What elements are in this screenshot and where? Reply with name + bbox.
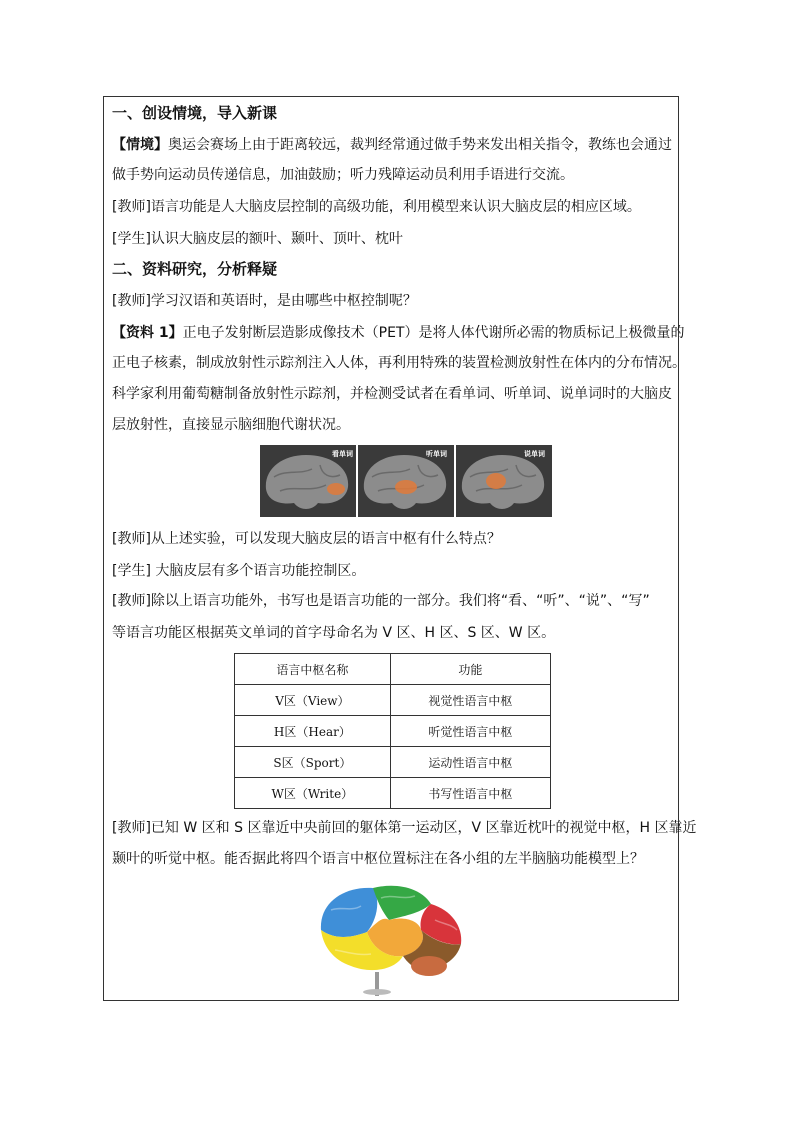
teacher-line-4b: 等语言功能区根据英文单词的首字母命名为 V 区、H 区、S 区、W 区。: [112, 625, 556, 641]
student-line-2: [学生] 大脑皮层有多个语言功能控制区。: [112, 563, 366, 579]
table-header-function: 功能: [390, 654, 550, 685]
table-row: [235, 778, 551, 809]
teacher-line-1: [教师]语言功能是人大脑皮层控制的高级功能，利用模型来认识大脑皮层的相应区域。: [112, 199, 641, 215]
table-header-row: [235, 654, 551, 685]
teacher-line-2: [教师]学习汉语和英语时，是由哪些中枢控制呢？: [112, 293, 417, 309]
pet-scan-say-words: [456, 445, 552, 517]
table-cell-function: 运动性语言中枢: [390, 747, 550, 778]
pet-scan-images: [260, 445, 552, 517]
teacher-line-4a: [教师]除以上语言功能外，书写也是语言功能的一部分。我们将“看、“听”、“说”、“写”: [112, 593, 650, 609]
teacher-line-5b: 颞叶的听觉中枢。能否据此将四个语言中枢位置标注在各小组的左半脑脑功能模型上？: [112, 851, 644, 867]
table-row: [235, 685, 551, 716]
material-text-2: 正电子核素，制成放射性示踪剂注入人体，再利用特殊的装置检测放射性在体内的分布情况。: [112, 355, 686, 371]
teacher-line-5a: [教师]已知 W 区和 S 区靠近中央前回的躯体第一运动区，V 区靠近枕叶的视觉中枢，H 区靠近: [112, 820, 697, 836]
material-text-4: 层放射性，直接显示脑细胞代谢状况。: [112, 417, 350, 433]
situation-text-2: 做手势向运动员传递信息，加油鼓励；听力残障运动员利用手语进行交流。: [112, 167, 574, 183]
table-cell-function: 书写性语言中枢: [390, 778, 550, 809]
section2-heading: 二、资料研究，分析释疑: [112, 260, 278, 278]
table-cell-name: W区（Write）: [235, 778, 391, 809]
lesson-frame: [103, 96, 697, 1001]
pet-label-say: 说单词: [524, 450, 545, 458]
table-cell-name: H区（Hear）: [235, 716, 391, 747]
material-paragraph: [112, 323, 685, 343]
table-header-name: 语言中枢名称: [235, 654, 391, 685]
brain-model-image: [311, 880, 471, 998]
table-cell-function: 听觉性语言中枢: [390, 716, 550, 747]
pet-label-view: 看单词: [332, 450, 353, 458]
language-center-table: [234, 653, 551, 809]
table-row: [235, 747, 551, 778]
table-cell-function: 视觉性语言中枢: [390, 685, 550, 716]
table-cell-name: V区（View）: [235, 685, 391, 716]
situation-text-1: 奥运会赛场上由于距离较远，裁判经常通过做手势来发出相关指令，教练也会通过: [168, 137, 672, 153]
material-text-1: 正电子发射断层造影成像技术（PET）是将人体代谢所必需的物质标记上极微量的: [182, 325, 685, 341]
section1-heading: 一、创设情境，导入新课: [112, 104, 278, 122]
pet-scan-hear-words: [358, 445, 454, 517]
table-row: [235, 716, 551, 747]
student-line-1: [学生]认识大脑皮层的额叶、颞叶、顶叶、枕叶: [112, 231, 403, 247]
table-cell-name: S区（Sport）: [235, 747, 391, 778]
situation-tag: 【情境】: [112, 137, 168, 153]
pet-label-hear: 听单词: [426, 450, 447, 458]
teacher-line-3: [教师]从上述实验，可以发现大脑皮层的语言中枢有什么特点？: [112, 531, 501, 547]
material-tag: 【资料 1】: [112, 325, 183, 341]
material-text-3: 科学家利用葡萄糖制备放射性示踪剂，并检测受试者在看单词、听单词、说单词时的大脑皮: [112, 386, 672, 402]
situation-paragraph: [112, 135, 672, 155]
pet-scan-view-words: [260, 445, 356, 517]
